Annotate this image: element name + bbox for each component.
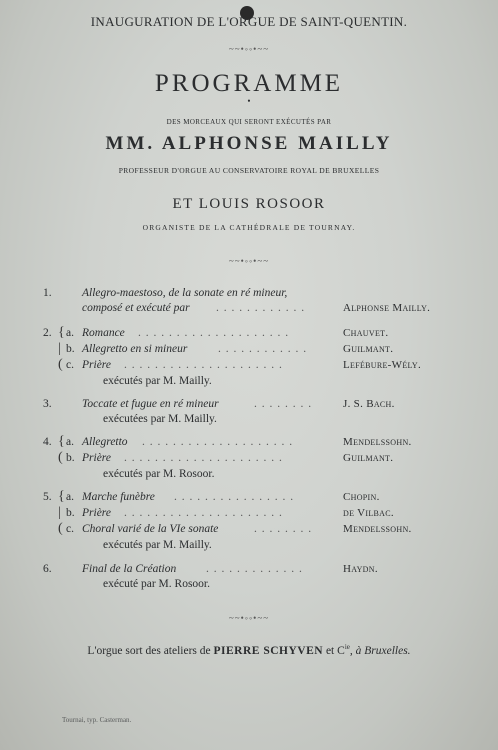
brace-glyph: { [58,325,65,340]
performer-2-title: ORGANISTE DE LA CATHÉDRALE DE TOURNAY. [142,223,356,232]
piece-title: Prière [82,452,111,464]
item-number: 3. [43,398,52,410]
item-letter: a. [66,491,74,503]
piece-title: Choral varié de la VIe sonate [82,523,219,535]
program-item-2c [0,359,498,375]
composer: Chopin. [343,491,380,503]
performer-line: exécutés par M. Mailly. [103,375,212,387]
piece-title: composé et exécuté par [82,302,190,314]
program-item-4b [0,452,498,468]
program-item-2a [0,327,498,343]
item-number: 1. [43,287,52,299]
organ-builder-line [0,643,498,657]
composer: Lefébure-Wély. [343,359,422,371]
composer: Alphonse Mailly. [343,302,431,314]
piece-title: Prière [82,359,111,371]
performer-1-title: PROFESSEUR D'ORGUE AU CONSERVATOIRE ROYAL DE BRUXELLES [118,166,380,175]
performer-2: ET LOUIS ROSOOR [172,196,326,212]
piece-title: Allegretto [82,436,128,448]
leader-dots: . . . . . . . . . . . . . . . . . . . . [142,436,294,448]
program-item-2b [0,343,498,359]
piece-title: Toccate et fugue en ré mineur [82,398,219,410]
item-number: 6. [43,563,52,575]
organ-maker: PIERRE SCHYVEN [213,644,324,657]
printer-credit: Tournai, typ. Casterman. [62,716,132,724]
leader-dots: . . . . . . . . [254,523,313,535]
item-number: 2. [43,327,52,339]
piece-title: Allegro-maestoso, de la sonate en ré mineur, [82,287,288,299]
dot-ornament: • [247,96,251,106]
item-number: 5. [43,491,52,503]
brace-glyph: ( [58,450,63,465]
program-item-1-line2 [0,302,498,318]
composer: Mendelssohn. [343,436,412,448]
composer: Guilmant. [343,452,394,464]
program-item-3 [0,398,498,414]
program-item-5b [0,507,498,523]
piece-title: Marche funèbre [82,491,155,503]
composer: Mendelssohn. [343,523,412,535]
composer: de Vilbac. [343,507,394,519]
item-letter: b. [66,507,75,519]
leader-dots: . . . . . . . . . . . . . . . . [174,491,295,503]
performer-line: exécutés par M. Mailly. [103,539,212,551]
program-item-4a [0,436,498,452]
brace-glyph: { [58,489,65,504]
piece-title: Final de la Création [82,563,177,575]
piece-title: Romance [82,327,125,339]
program-item-1 [0,287,498,303]
ornament-divider-middle: ~~•◦◦•~~ [228,256,270,266]
piece-title: Allegretto en si mineur [82,343,188,355]
organ-prefix: L'orgue sort des ateliers de [87,644,214,657]
performer-line: exécutés par M. Rosoor. [103,468,215,480]
brace-glyph: ( [58,357,63,372]
composer: Guilmant. [343,343,394,355]
item-number: 4. [43,436,52,448]
brace-glyph: { [58,434,65,449]
item-letter: a. [66,327,74,339]
composer: Haydn. [343,563,378,575]
leader-dots: . . . . . . . . . . . . [218,343,308,355]
performer-line: exécutées par M. Mailly. [103,413,217,425]
program-item-5a [0,491,498,507]
performer-line: exécuté par M. Rosoor. [103,578,210,590]
ornament-divider-top: ~~•◦◦•~~ [228,44,270,54]
leader-dots: . . . . . . . . . . . . . . . . . . . . . [124,507,283,519]
organ-middle: et C [323,644,345,657]
composer: J. S. Bach. [343,398,395,410]
leader-dots: . . . . . . . . . . . . . . . . . . . . . [124,359,283,371]
item-letter: c. [66,359,74,371]
program-item-6 [0,563,498,579]
organ-sup: ie [344,643,350,651]
leader-dots: . . . . . . . . . . . . . . . . . . . . [138,327,290,339]
item-letter: b. [66,452,75,464]
item-letter: b. [66,343,75,355]
piece-title: Prière [82,507,111,519]
composer: Chauvet. [343,327,389,339]
item-letter: a. [66,436,74,448]
program-item-5c [0,523,498,539]
brace-glyph: | [58,505,61,520]
leader-dots: . . . . . . . . . . . . . [206,563,303,575]
header-title: INAUGURATION DE L'ORGUE DE SAINT-QUENTIN. [90,14,408,29]
brace-glyph: | [58,341,61,356]
organ-city: , à Bruxelles. [349,644,411,657]
leader-dots: . . . . . . . . . . . . [216,302,306,314]
leader-dots: . . . . . . . . [254,398,313,410]
subtitle: DES MORCEAUX QUI SERONT EXÉCUTÉS PAR [166,118,332,126]
programme-heading: PROGRAMME [154,70,344,97]
leader-dots: . . . . . . . . . . . . . . . . . . . . . [124,452,283,464]
performer-1: MM. ALPHONSE MAILLY [105,133,393,154]
ornament-divider-bottom: ~~•◦◦•~~ [228,613,270,623]
item-letter: c. [66,523,74,535]
brace-glyph: ( [58,521,63,536]
